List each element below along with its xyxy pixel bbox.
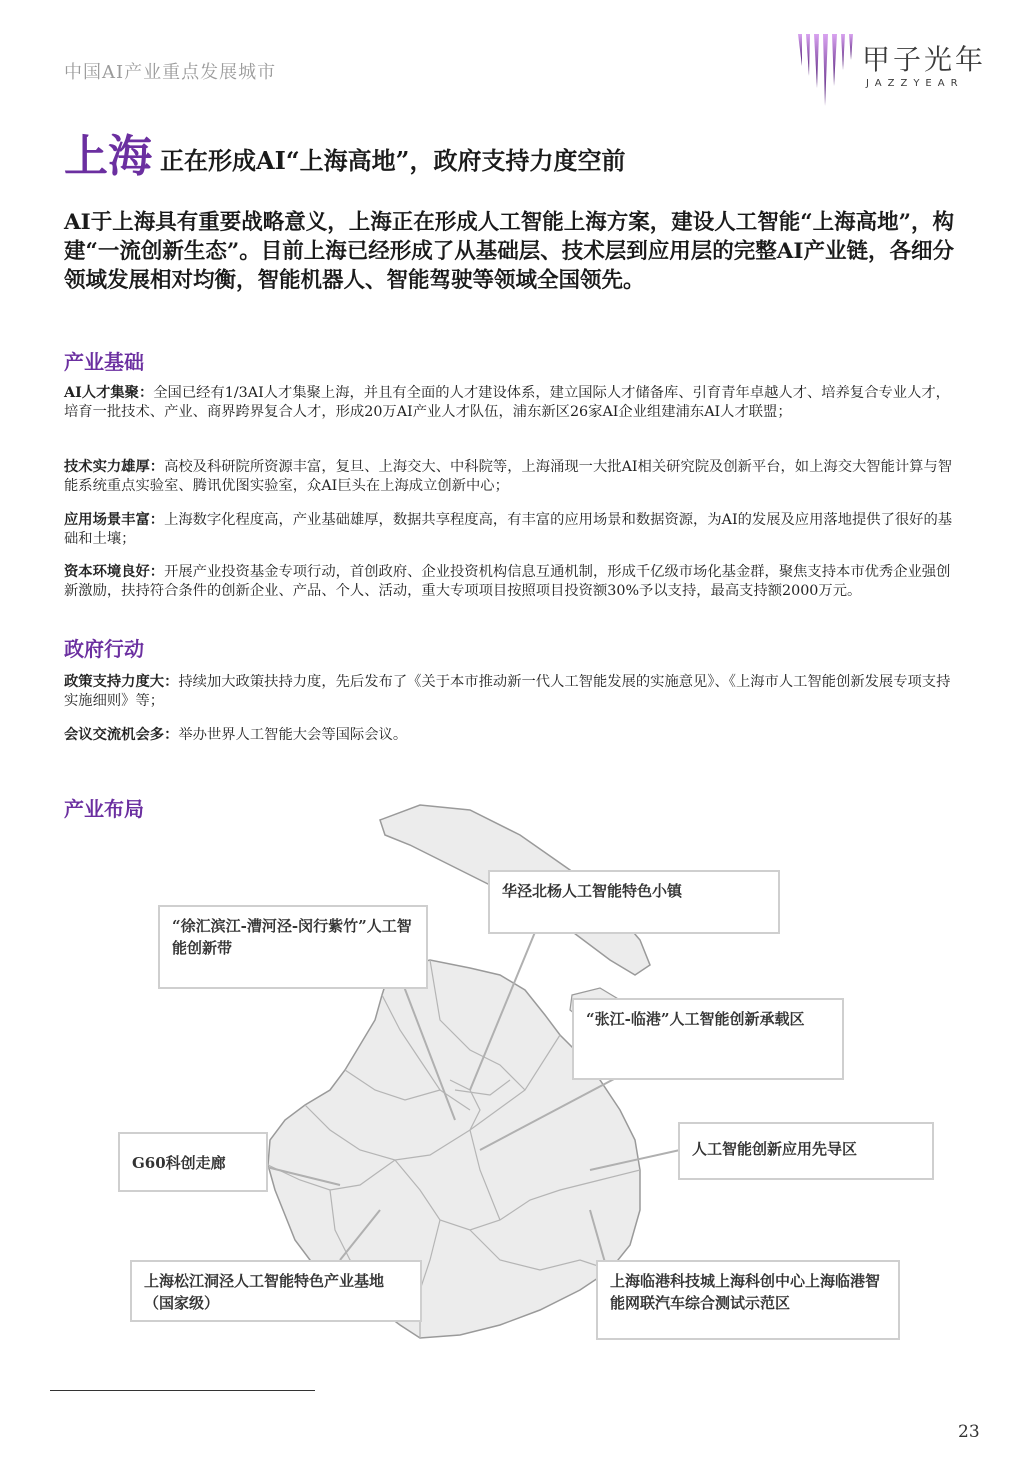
brand-logo	[792, 30, 992, 110]
callout-g60-corridor: G60科创走廊	[118, 1132, 268, 1192]
item-text: 全国已经有1/3AI人才集聚上海，并且有全面的人才建设体系，建立国际人才储备库、引育青年卓越人才、培养复合专业人才，培育一批技术、产业、商界跨界复合人才，形成20万AI产业人才队伍，浦东新区26家AI企业组建浦东AI人才联盟；	[64, 385, 950, 420]
section-title-government: 政府行动	[64, 637, 144, 661]
callout-lingang-center: 上海临港科技城上海科创中心上海临港智能网联汽车综合测试示范区	[596, 1260, 900, 1340]
callout-zhangjiang-zone: “张江-临港”人工智能创新承载区	[572, 998, 844, 1080]
foundation-item-capital	[64, 563, 954, 601]
callout-pilot-zone: 人工智能创新应用先导区	[678, 1122, 934, 1180]
item-label: 应用场景丰富：	[64, 512, 165, 528]
title-subtitle: 正在形成AI“上海高地”，政府支持力度空前	[160, 146, 626, 175]
foundation-item-talent	[64, 384, 954, 422]
callout-songjiang-base: 上海松江洞泾人工智能特色产业基地（国家级）	[130, 1260, 422, 1322]
summary-paragraph: AI于上海具有重要战略意义，上海正在形成人工智能上海方案，建设人工智能“上海高地”，构建“一流创新生态”。目前上海已经形成了从基础层、技术层到应用层的完整AI产业链，各细分领域发展相对均衡，智能机器人、智能驾驶等领域全国领先。	[64, 210, 954, 293]
item-text: 上海数字化程度高，产业基础雄厚，数据共享程度高，有丰富的应用场景和数据资源，为AI的发展及应用落地提供了很好的基础和土壤；	[64, 512, 953, 547]
item-text: 开展产业投资基金专项行动，首创政府、企业投资机构信息互通机制，形成千亿级市场化基金群，聚焦支持本市优秀企业强创新激励，扶持符合条件的创新企业、产品、个人、活动，重大专项项目按照项目投资额30%予以支持，最高支持额2000万元。	[64, 564, 951, 599]
callout-xuhui-belt: “徐汇滨江-漕河泾-闵行紫竹”人工智能创新带	[158, 905, 428, 989]
item-text: 高校及科研院所资源丰富，复旦、上海交大、中科院等，上海涌现一大批AI相关研究院及创新平台，如上海交大智能计算与智能系统重点实验室、腾讯优图实验室，众AI巨头在上海成立创新中心；	[64, 459, 953, 494]
section-title-foundation: 产业基础	[64, 350, 144, 374]
item-text: 举办世界人工智能大会等国际会议。	[178, 727, 408, 743]
page-number: 23	[958, 1422, 980, 1442]
logo-mark-icon	[792, 30, 856, 110]
shanghai-map	[0, 790, 1024, 1360]
logo-subtitle: JAZZYEAR	[866, 78, 964, 89]
logo-name: 甲子光年	[862, 43, 987, 76]
title-city: 上海	[64, 131, 152, 182]
section-title-layout: 产业布局	[64, 797, 144, 821]
item-label: 会议交流机会多：	[64, 727, 179, 743]
government-item-policy	[64, 673, 954, 711]
item-label: 政策支持力度大：	[64, 674, 179, 690]
foundation-item-tech	[64, 458, 954, 496]
header-title: 中国AI产业重点发展城市	[64, 62, 277, 83]
government-item-conference	[64, 726, 954, 745]
page-title	[64, 131, 626, 182]
item-label: AI人才集聚：	[64, 385, 154, 401]
footnote-divider	[50, 1390, 315, 1391]
item-label: 资本环境良好：	[64, 564, 165, 580]
callout-huajing-town: 华泾北杨人工智能特色小镇	[488, 870, 780, 934]
item-label: 技术实力雄厚：	[64, 459, 165, 475]
item-text: 持续加大政策扶持力度，先后发布了《关于本市推动新一代人工智能发展的实施意见》、《上海市人工智能创新发展专项支持实施细则》等；	[64, 674, 951, 709]
foundation-item-scenario	[64, 511, 954, 549]
